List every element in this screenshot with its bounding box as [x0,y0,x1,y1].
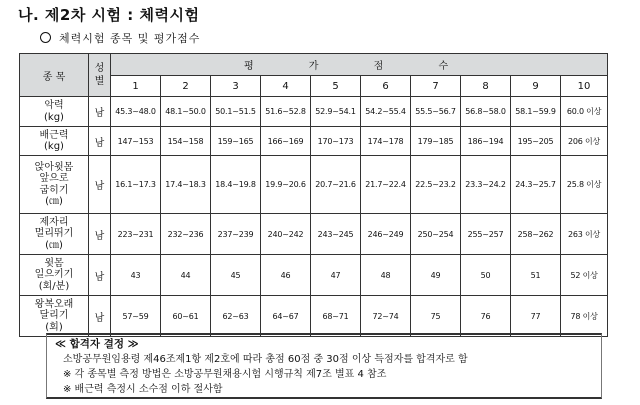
gender-cell: 남 [89,255,111,296]
table-row [20,127,608,156]
score-range-cell: 60~61 [161,296,211,337]
point-column-header: 9 [511,76,561,97]
score-range-cell: 43 [111,255,161,296]
score-range-cell: 159~165 [211,127,261,156]
score-range-cell: 258~262 [511,214,561,255]
score-range-cell: 47 [311,255,361,296]
gender-cell: 남 [89,97,111,127]
score-range-cell: 49 [411,255,461,296]
score-range-cell: 58.1~59.9 [511,97,561,127]
score-range-cell: 24.3~25.7 [511,156,561,214]
event-name-line: 배근력 [39,129,69,141]
point-column-header: 10 [561,76,608,97]
score-range-cell: 55.5~56.7 [411,97,461,127]
score-range-cell: 186~194 [461,127,511,156]
point-column-header: 4 [261,76,311,97]
score-range-cell: 147~153 [111,127,161,156]
gender-cell: 남 [89,156,111,214]
score-range-cell: 255~257 [461,214,511,255]
event-name-cell [20,97,89,127]
table-row [20,296,608,337]
event-name-cell [20,214,89,255]
score-range-cell: 78 이상 [561,296,608,337]
event-name-cell [20,156,89,214]
score-range-cell: 48.1~50.0 [161,97,211,127]
measurement-note: ※ 각 종목별 측정 방법은 소방공무원채용시험 시행규칙 제7조 별표 4 참조 [63,369,387,380]
table-caption-text: 체력시험 종목 및 평가점수 [59,32,201,45]
score-range-cell: 16.1~17.3 [111,156,161,214]
point-column-header: 6 [361,76,411,97]
score-range-cell: 17.4~18.3 [161,156,211,214]
event-name-line: 제자리 [39,216,69,228]
score-range-cell: 20.7~21.6 [311,156,361,214]
score-range-cell: 52.9~54.1 [311,97,361,127]
gender-header-text: 성별 [94,63,105,87]
event-name-line: 일으키기 [34,269,74,281]
point-column-header: 7 [411,76,461,97]
score-range-cell: 243~245 [311,214,361,255]
event-name-line: 앉아윗몸 [34,161,74,173]
point-column-header: 5 [311,76,361,97]
event-name-line: 왕복오래 [34,298,74,310]
event-name-line: (㎝) [45,196,63,207]
score-range-cell: 179~185 [411,127,461,156]
event-name-line: 멀리뛰기 [34,228,74,240]
score-range-cell: 46 [261,255,311,296]
score-range-cell: 166~169 [261,127,311,156]
event-name-line: (㎝) [45,239,63,251]
score-range-cell: 45 [211,255,261,296]
event-name-line: 악력 [44,100,64,111]
score-range-cell: 195~205 [511,127,561,156]
score-range-cell: 206 이상 [561,127,608,156]
event-name-line: 달리기 [39,310,69,322]
table-caption [40,30,200,46]
score-range-cell: 250~254 [411,214,461,255]
event-name-cell [20,296,89,337]
score-range-cell: 68~71 [311,296,361,337]
score-range-cell: 50 [461,255,511,296]
table-row [20,156,608,214]
pass-criteria-rule: 소방공무원임용령 제46조제1항 제2호에 따라 총점 60점 중 30점 이상 득점자를 합격자로 함 [63,354,468,365]
gender-cell: 남 [89,214,111,255]
score-range-cell: 54.2~55.4 [361,97,411,127]
score-range-cell: 76 [461,296,511,337]
score-range-cell: 19.9~20.6 [261,156,311,214]
table-row [20,255,608,296]
score-range-cell: 57~59 [111,296,161,337]
score-range-cell: 154~158 [161,127,211,156]
score-range-cell: 56.8~58.0 [461,97,511,127]
score-range-cell: 62~63 [211,296,261,337]
event-name-line: (kg) [44,111,64,123]
score-range-cell: 77 [511,296,561,337]
score-range-cell: 174~178 [361,127,411,156]
score-range-cell: 52 이상 [561,255,608,296]
gender-cell: 남 [89,296,111,337]
score-range-cell: 22.5~23.2 [411,156,461,214]
point-column-header: 2 [161,76,211,97]
score-range-cell: 48 [361,255,411,296]
table-row [20,97,608,127]
score-range-cell: 25.8 이상 [561,156,608,214]
event-name-cell [20,255,89,296]
score-range-cell: 44 [161,255,211,296]
event-name-line: 굽히기 [39,184,69,196]
points-header: 평 가 점 수 [111,54,608,76]
score-range-cell: 72~74 [361,296,411,337]
point-column-header: 1 [111,76,161,97]
event-name-line: 윗몸 [44,257,64,269]
score-range-cell: 51 [511,255,561,296]
score-range-cell: 18.4~19.8 [211,156,261,214]
score-range-cell: 170~173 [311,127,361,156]
event-name-cell [20,127,89,156]
event-name-line: (회/분) [38,280,70,292]
score-range-cell: 75 [411,296,461,337]
circle-bullet-icon [40,32,51,43]
point-column-header: 8 [461,76,511,97]
score-range-cell: 51.6~52.8 [261,97,311,127]
table-row [20,214,608,255]
gender-header [89,54,111,97]
rounding-note: ※ 배근력 측정시 소수점 이하 절사함 [63,384,223,395]
section-heading: 나. 제2차 시험 : 체력시험 [18,6,200,24]
score-range-cell: 64~67 [261,296,311,337]
pass-criteria-title: ≪ 합격자 결정 ≫ [55,338,139,350]
score-range-cell: 240~242 [261,214,311,255]
point-column-header: 3 [211,76,261,97]
score-range-cell: 50.1~51.5 [211,97,261,127]
event-name-line: (kg) [44,141,64,152]
event-name-line: 앞으로 [39,173,69,184]
score-range-cell: 237~239 [211,214,261,255]
score-range-cell: 246~249 [361,214,411,255]
score-range-cell: 45.3~48.0 [111,97,161,127]
score-range-cell: 60.0 이상 [561,97,608,127]
fitness-score-table [19,53,608,337]
score-range-cell: 21.7~22.4 [361,156,411,214]
pass-criteria-box [46,333,602,399]
score-range-cell: 23.3~24.2 [461,156,511,214]
score-range-cell: 263 이상 [561,214,608,255]
event-header: 종 목 [20,54,89,97]
event-name-line: (회) [45,321,63,333]
gender-cell: 남 [89,127,111,156]
score-range-cell: 223~231 [111,214,161,255]
score-range-cell: 232~236 [161,214,211,255]
